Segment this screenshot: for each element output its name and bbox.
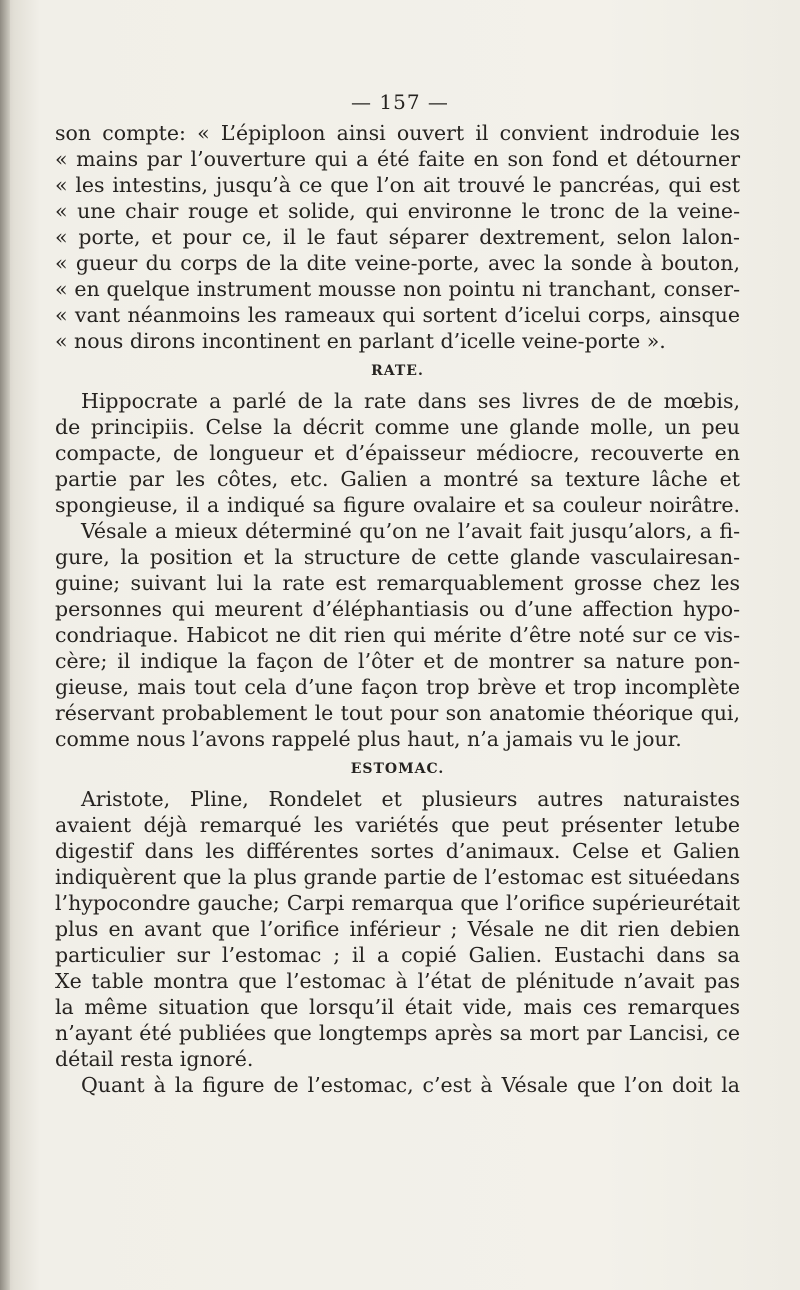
text-line: personnes qui meurent d’éléphantiasis ou d’une affection hypo- [55,597,740,621]
text-line: condriaque. Habicot ne dit rien qui mérite d’être noté sur ce vis- [55,623,740,647]
paragraph-estomac [55,786,740,1098]
text-line: partie par les côtes, etc. Galien a montré sa texture lâche et [55,467,740,491]
text-line: gure, la position et la structure de cette glande vasculairesan- [55,545,740,569]
text-line: son compte: « L’épiploon ainsi ouvert il convient indroduie les [55,121,740,145]
page-number: — 157 — [351,90,449,114]
text-line: de principiis. Celse la décrit comme une glande molle, un peu [55,415,740,439]
text-line: Hippocrate a parlé de la rate dans ses livres de de mœbis, [81,389,740,413]
text-line: « une chair rouge et solide, qui environne le tronc de la veine- [55,199,740,223]
text-line: Quant à la figure de l’estomac, c’est à Vésale que l’on doit la [81,1073,740,1097]
text-line: n’ayant été publiées que longtemps après sa mort par Lancisi, ce [55,1021,740,1045]
text-line: Aristote, Pline, Rondelet et plusieurs autres naturaistes [81,787,740,811]
text-line: gieuse, mais tout cela d’une façon trop brève et trop incomplète [55,675,740,699]
text-line: avaient déjà remarqué les variétés que peut présenter letube [55,813,740,837]
text-line: « mains par l’ouverture qui a été faite en son fond et détourner [55,147,740,171]
text-line: spongieuse, il a indiqué sa figure ovalaire et sa couleur noirâtre. [55,493,740,517]
text-line: « vant néanmoins les rameaux qui sortent d’icelui corps, ainsque [55,303,740,327]
paragraph-quote [55,120,740,354]
page-spine-shadow [0,0,10,1290]
text-line: « en quelque instrument mousse non pointu ni tranchant, conser- [55,277,740,301]
paragraph-rate [55,388,740,752]
text-line: cère; il indique la façon de l’ôter et de montrer sa nature pon- [55,649,740,673]
text-line: compacte, de longueur et d’épaisseur médiocre, recouverte en [55,441,740,465]
section-heading-estomac: ESTOMAC. [350,761,445,777]
text-line: Vésale a mieux déterminé qu’on ne l’avait fait jusqu’alors, a fi- [81,519,740,543]
text-line: digestif dans les différentes sortes d’animaux. Celse et Galien [55,839,740,863]
text-line: « porte, et pour ce, il le faut séparer dextrement, selon lalon- [55,225,740,249]
text-line: détail resta ignoré. [55,1047,254,1071]
section-heading-rate: RATE. [371,363,424,379]
text-line: l’hypocondre gauche; Carpi remarqua que l’orifice supérieurétait [55,891,740,915]
text-line: « les intestins, jusqu’à ce que l’on ait trouvé le pancréas, qui est [55,173,740,197]
text-line: guine; suivant lui la rate est remarquablement grosse chez les [55,571,740,595]
text-line: « gueur du corps de la dite veine-porte, avec la sonde à bouton, [55,251,740,275]
text-line: indiquèrent que la plus grande partie de l’estomac est situéedans [55,865,740,889]
text-line: réservant probablement le tout pour son anatomie théorique qui, [55,701,740,725]
text-line: comme nous l’avons rappelé plus haut, n’a jamais vu le jour. [55,727,682,751]
text-line: plus en avant que l’orifice inférieur ; Vésale ne dit rien debien [55,917,740,941]
page-text [55,120,740,1098]
text-line: Xe table montra que l’estomac à l’état de plénitude n’avait pas [55,969,740,993]
text-line: particulier sur l’estomac ; il a copié Galien. Eustachi dans sa [55,943,740,967]
text-line: la même situation que lorsqu’il était vide, mais ces remarques [55,995,740,1019]
text-line: « nous dirons incontinent en parlant d’icelle veine-porte ». [55,329,666,353]
